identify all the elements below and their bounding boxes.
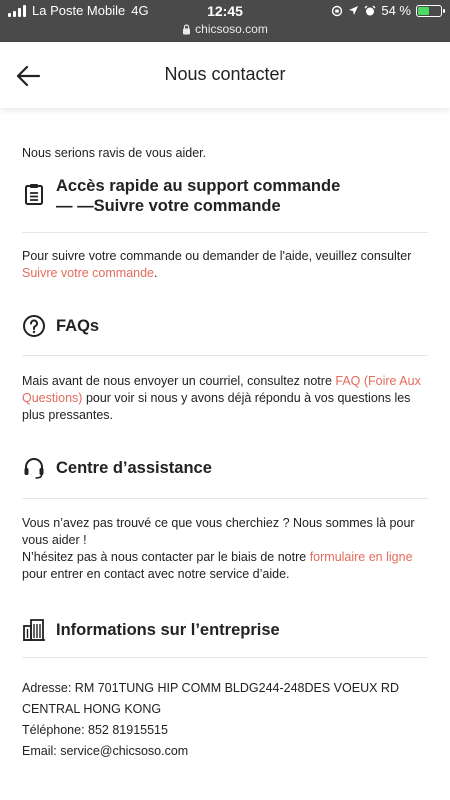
divider xyxy=(22,355,428,356)
question-circle-icon xyxy=(22,314,46,338)
divider xyxy=(22,498,428,499)
help-center-line1: Vous n’avez pas trouvé ce que vous cherchiez ? Nous sommes là pour vous aider ! xyxy=(22,516,415,547)
clock: 12:45 xyxy=(207,3,243,19)
faq-text xyxy=(22,373,428,424)
page-title: Nous contacter xyxy=(164,64,286,84)
lock-icon xyxy=(182,24,191,35)
order-support-title-line1: Accès rapide au support commande xyxy=(56,177,341,195)
alarm-icon xyxy=(364,5,376,17)
intro-text: Nous serions ravis de vous aider. xyxy=(22,146,207,160)
divider xyxy=(22,232,428,233)
company-email: Email: service@chicsoso.com xyxy=(22,744,189,758)
company-info-title: Informations sur l’entreprise xyxy=(56,621,280,639)
order-support-title-line2: — —Suivre votre commande xyxy=(56,197,281,215)
location-icon xyxy=(348,5,359,16)
url-bar[interactable] xyxy=(0,22,450,36)
order-support-text-before: Pour suivre votre commande ou demander de l'aide, veuillez consulter xyxy=(22,249,412,263)
orientation-lock-icon xyxy=(331,5,343,17)
url-text: chicsoso.com xyxy=(195,22,268,36)
faq-heading xyxy=(22,316,428,338)
headset-icon xyxy=(22,456,46,480)
faq-title: FAQs xyxy=(56,317,100,335)
company-phone: Téléphone: 852 81915515 xyxy=(22,723,168,737)
contact-form-link[interactable]: formulaire en ligne xyxy=(309,550,413,564)
divider xyxy=(22,657,428,658)
clipboard-icon xyxy=(22,182,46,206)
help-center-heading xyxy=(22,458,428,480)
help-center-text-after: pour entrer en contact avec notre service d’aide. xyxy=(22,567,290,581)
network-type: 4G xyxy=(131,3,149,18)
battery-percent: 54 % xyxy=(381,3,411,18)
company-info-text xyxy=(22,678,428,762)
track-order-link[interactable]: Suivre votre commande xyxy=(22,266,155,280)
order-support-text-after: . xyxy=(154,266,158,280)
page-header xyxy=(0,42,450,108)
help-center-text xyxy=(22,515,428,583)
company-address: Adresse: RM 701TUNG HIP COMM BLDG244-248DES VOEUX RD CENTRAL HONG KONG xyxy=(22,681,399,716)
company-info-heading xyxy=(22,620,428,642)
status-bar xyxy=(0,0,450,42)
carrier-name: La Poste Mobile xyxy=(32,3,126,18)
building-icon xyxy=(22,618,46,642)
order-support-heading xyxy=(22,176,428,216)
help-center-line2 xyxy=(22,549,428,583)
faq-text-before: Mais avant de nous envoyer un courriel, consultez notre xyxy=(22,374,332,388)
help-center-text-before: N’hésitez pas à nous contacter par le biais de notre xyxy=(22,550,307,564)
faq-link[interactable]: FAQ (Foire Aux Questions) xyxy=(22,374,421,405)
faq-text-after: pour voir si nous y avons déjà répondu à vos questions les plus pressantes. xyxy=(22,391,411,422)
help-center-title: Centre d’assistance xyxy=(56,459,212,477)
battery-icon xyxy=(416,5,442,17)
order-support-text xyxy=(22,248,428,282)
